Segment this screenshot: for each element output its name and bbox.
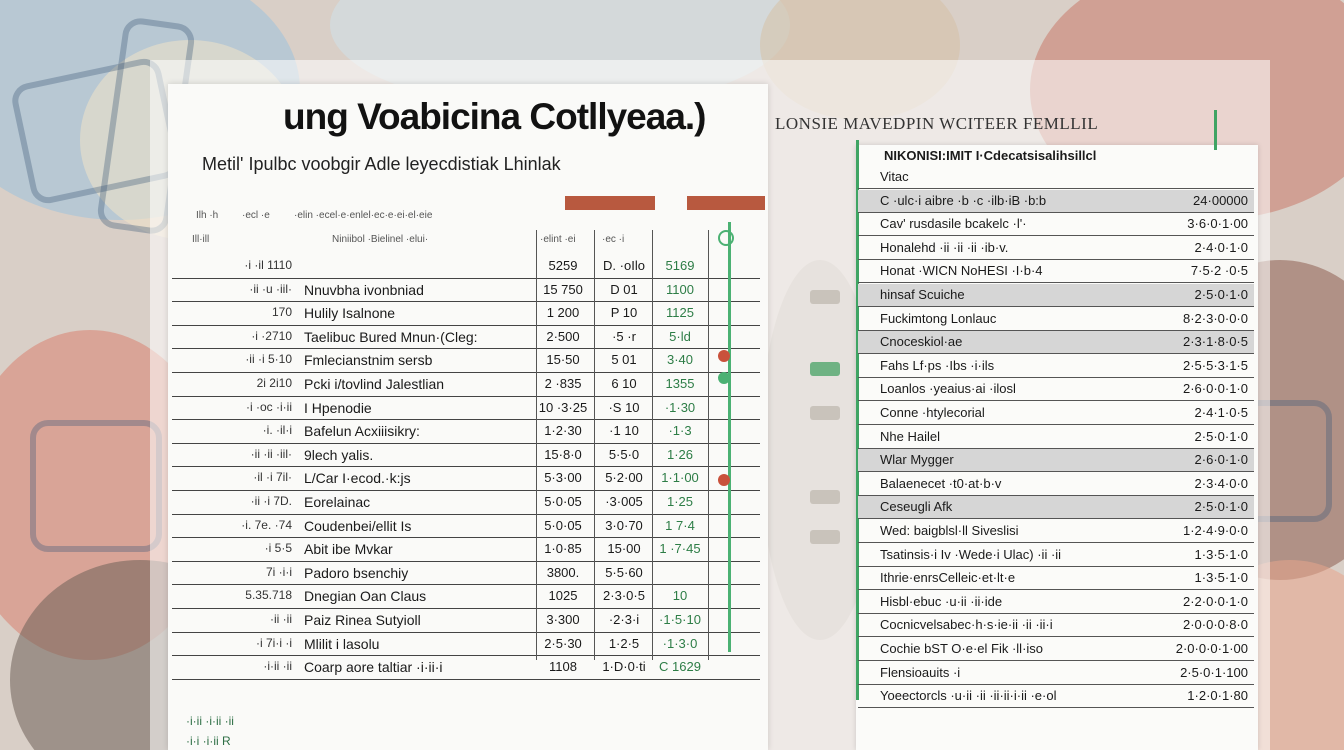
side-panel-value: 1·2·0·1·80 [1187,688,1248,704]
table-cell-v1: 5·3·00 [544,470,582,486]
table-cell-v3: 5·ld [669,328,691,344]
side-panel-label: Honat ·WICN NoHESI ·I·b·4 [880,263,1043,279]
table-cell-name: L/Car I·ecod.·k:js [304,470,411,487]
table-cell-v3: 3·40 [666,352,694,368]
table-cell-name: Abit ibe Mvkar [304,541,393,558]
table-cell-code: ·i ·oc ·i·ii [246,399,292,414]
table-cell-v3: ·1·30 [664,399,696,415]
side-panel-row [858,614,1254,637]
side-panel-row [858,378,1254,401]
table-cell-code: ·i ·il 1110 [244,258,292,272]
table-cell-code: ·i 7i·i ·i [256,635,292,650]
table-cell-v3: 1·25 [666,494,694,509]
side-panel-label: Honalehd ·ii ·ii ·ii ·ib·v. [880,239,1009,255]
stamp-mark [810,362,840,376]
table-cell-name: Eorelainac [304,494,371,510]
header-cell: ·elin ·ecel·e·enlel·ec·e·ei·el·eie [294,210,433,221]
side-panel-label: Cocnicvelsabec·h·s·ie·ii ·ii ·ii·i [880,617,1053,633]
stamp-mark [810,406,840,420]
side-panel-value: 2·5·5·3·1·5 [1182,357,1248,373]
table-cell-v1: 15·8·0 [544,446,582,462]
table-cell-v1: 10 ·3·25 [538,399,588,415]
side-panel-label: C ·ulc·i aibre ·b ·c ·ilb·iB ·b:b [880,192,1047,208]
side-panel-label: Loanlos ·yeaius·ai ·ilosl [880,381,1016,397]
top-right-caption: LONSIE MAVEDPIN WCITEER FEMLLIL [775,114,1099,133]
table-cell-v3: 1·26 [666,446,694,462]
table-cell-code: 5.35.718 [245,588,292,603]
side-panel-label: Fahs Lf·ps ·Ibs ·i·ils [880,357,995,373]
table-cell-v1: 5·0·05 [544,494,582,509]
side-panel-row [858,402,1254,425]
table-row [172,372,760,397]
side-panel-value: 2·5·0·1·0 [1194,428,1248,444]
table-row [172,443,760,468]
side-panel-row [858,237,1254,260]
table-cell-v2: ·3·005 [605,494,643,509]
table-cell-v3: 5169 [665,258,695,273]
table-cell-v3: 1355 [665,376,695,391]
side-panel-row [858,520,1254,543]
table-cell-name: Mlilit i lasolu [304,635,380,652]
table-cell-v2: 5·5·60 [605,564,643,580]
table-cell-code: 7i ·i·i [266,564,292,579]
table-cell-v2: 5·5·0 [608,446,640,462]
table-cell-v1: 1·0·85 [544,541,582,557]
table-cell-v2: 1·2·5 [608,635,640,651]
table-cell-v1: 5·0·05 [544,517,582,533]
side-panel-row [858,544,1254,567]
table-cell-code: ·ii ·u ·iil· [249,281,292,296]
table-row [172,301,760,326]
table-cell-code: ·i. 7e. ·74 [241,517,292,532]
side-panel-value: 8·2·3·0·0·0 [1182,310,1248,326]
side-panel-value: 2·2·0·0·1·0 [1182,593,1248,609]
table-cell-code: 2i 2i10 [256,376,292,390]
table-cell-name: Nnuvbha ivonbniad [304,281,424,298]
table-row [172,348,760,373]
header-cell: ·elint ·ei [540,234,576,245]
side-panel-row [858,355,1254,378]
header-cell: Niniibol ·Bielinel ·elui· [332,234,429,245]
side-panel-value: 2·0·0·0·8·0 [1182,617,1248,633]
table-cell-code: ·ii ·i 7D. [250,494,292,508]
table-cell-v1: 1·2·30 [544,423,582,439]
table-cell-v1: 3·300 [546,612,580,627]
table-cell-name: Padoro bsenchiy [304,564,409,581]
table-cell-name: Bafelun Acxiiisikry: [304,423,420,440]
table-cell-v2: P 10 [610,305,638,321]
table-row [172,325,760,350]
table-cell-name: Coarp aore taltiar ·i·ii·i [304,659,443,676]
side-panel-label: Fuckimtong Lonlauc [880,310,997,326]
document-title: ung Voabicina Cotllyeaa.) [283,96,706,137]
table-cell-code: 170 [271,305,292,320]
table-row [172,632,760,657]
table-cell-v1: 3800. [546,564,580,580]
table-cell-code: ·ii ·i 5·10 [245,352,292,367]
table-cell-v2: 1·D·0·ti [602,659,646,675]
table-cell-v3: 1·1·00 [661,470,699,486]
table-cell-v2: 5·2·00 [605,470,643,486]
side-panel-value: 2·3·1·8·0·5 [1182,334,1248,350]
table-row [172,278,760,303]
side-panel-row [858,685,1254,708]
circle-icon [718,230,734,246]
table-cell-name: Dnegian Oan Claus [304,588,427,605]
green-edge [1214,110,1217,150]
side-panel-value: 7·5·2 ·0·5 [1190,263,1248,279]
header-cell: Ilh ·h [196,210,219,221]
table-cell-code: ·i ·2710 [251,328,292,343]
side-panel-value: 2·0·0·0·1·00 [1175,641,1248,656]
stamp-mark [810,290,840,304]
table-cell-code: ·ii ·ii [270,612,292,626]
table-cell-v2: D 01 [610,281,638,297]
table-cell-v3: C 1629 [659,659,701,675]
table-cell-v3: 1 ·7·45 [659,541,701,557]
table-cell-v1: 2 ·835 [544,376,582,391]
column-divider [652,230,653,660]
column-divider [594,230,595,660]
table-cell-code: ·ii ·ii ·iil· [250,446,292,461]
side-panel-value: 2·5·0·1·100 [1180,664,1248,680]
table-cell-name: Taelibuc Bured Mnun·(Cleg: [304,328,478,345]
table-row [172,254,760,279]
table-row [172,490,760,515]
table-cell-v3: 1100 [666,281,694,297]
side-panel-label: Hisbl·ebuc ·u·ii ·ii·ide [880,593,1003,609]
side-panel-row [858,426,1254,449]
marker-icon [718,350,730,362]
side-panel-row [858,473,1254,496]
side-panel-label: hinsaf Scuiche [880,287,965,302]
table-cell-v3: ·1·5·10 [659,612,701,627]
side-panel-label: Cav' rusdasile bcakelc ·l'· [880,216,1027,232]
tab-accent [565,196,765,210]
side-panel-row [858,567,1254,590]
document-subtitle: Metil' Ipulbc voobgir Adle leyecdistiak Lhinlak [202,154,561,174]
table-row [172,537,760,562]
table-row [172,514,760,539]
table-cell-name: I Hpenodie [304,399,372,416]
table-cell-v3: 10 [672,588,688,604]
marker-icon [718,474,730,486]
table-row [172,584,760,609]
side-panel-value: 3·6·0·1·00 [1187,216,1248,232]
table-cell-v1: 5259 [548,258,578,273]
stamp-column [796,230,856,650]
side-panel-row [858,496,1254,519]
side-panel-row [858,190,1254,213]
header-cell: Ill·ill [192,234,210,245]
table-cell-code: ·i. ·il·i [262,423,292,438]
table-cell-v1: 2·5·30 [544,635,582,651]
side-panel-label: Tsatinsis·i Iv ·Wede·i Ulac) ·ii ·ii [880,546,1062,562]
side-panel-label: Yoeectorcls ·u·ii ·ii ·ii·ii·i·ii ·e·ol [880,688,1057,704]
side-panel-label: Wed: baigblsl·ll Siveslisi [880,523,1019,538]
table-cell-v2: 6 10 [611,376,637,391]
side-panel-value: 2·5·0·1·0 [1194,499,1248,515]
table-cell-name: Hulily Isalnone [304,305,396,322]
table-cell-v2: ·2·3·i [608,612,640,627]
table-row [172,608,760,633]
side-panel-label: Vitac [880,169,909,184]
side-panel-value: 24·00000 [1193,192,1248,208]
side-panel-label: Conne ·htylecorial [880,405,985,420]
table-cell-code: ·il ·i 7il· [253,470,292,485]
table-cell-v3: 1 7·4 [665,517,695,533]
table-cell-name: Paiz Rinea Sutyioll [304,612,421,628]
table-cell-name: Coudenbei/ellit Is [304,517,412,534]
side-panel-row [858,213,1254,236]
side-panel-value: 2·4·0·1·0 [1194,239,1248,255]
green-side-strip [712,222,752,652]
side-panel-row [858,331,1254,354]
table-row [172,466,760,491]
table-cell-v2: ·1 10 [609,423,639,439]
table-cell-name: 9lech yalis. [304,446,374,463]
table-row [172,561,760,586]
table-cell-v2: 2·3·0·5 [603,588,645,604]
marker-icon [718,372,730,384]
table-cell-v2: ·5 ·r [612,328,636,344]
table-cell-v2: 5 01 [611,352,637,368]
side-panel-label: Cnoceskiol·ae [880,334,963,350]
table-cell-v3: 1125 [666,305,694,321]
side-panel-row [858,591,1254,614]
side-panel-label: Wlar Mygger [880,452,954,468]
table-cell-v2: 15·00 [607,541,641,557]
table-cell-code: ·i 5·5 [264,541,292,556]
side-panel-row [858,662,1254,685]
table-cell-name: Fmlecianstnim sersb [304,352,433,369]
side-panel-heading: NIKONISI:IMIT I·Cdecatsisalihsillcl [884,148,1097,163]
side-panel-value: 2·3·4·0·0 [1194,475,1248,491]
side-panel-value: 2·6·0·0·1·0 [1182,381,1248,397]
header-cell: ·ecl ·e [242,210,270,221]
table-row [172,655,760,680]
side-panel-value: 1·2·4·9·0·0 [1182,523,1248,538]
table-cell-v3: ·1·3·0 [662,635,698,651]
footnote: ·i·i ·i·ii R [186,734,231,748]
side-panel-value: 2·4·1·0·5 [1194,405,1248,420]
table-cell-v1: 1108 [549,659,577,675]
table-cell-v3: ·1·3 [668,423,692,439]
table-cell-v1: 1025 [548,588,578,604]
table-cell-v1: 2·500 [546,328,580,344]
side-panel-row [858,166,1254,189]
table-cell-v1: 15·50 [546,352,580,368]
side-panel-value: 2·5·0·1·0 [1194,287,1248,302]
side-panel-label: Cochie bST O·e·el Fik ·ll·iso [880,641,1044,656]
table-cell-v1: 1 200 [546,305,580,321]
table-row [172,419,760,444]
column-divider [708,230,709,660]
table-cell-v2: ·S 10 [608,399,640,415]
side-panel-row [858,449,1254,472]
footnote: ·i·ii ·i·ii ·ii [186,714,234,728]
table-cell-v2: D. ·oIlo [603,258,645,273]
side-panel-label: Flensioauits ·i [880,664,961,680]
side-panel-row [858,308,1254,331]
stamp-mark [810,490,840,504]
header-cell: ·ec ·i [602,234,625,245]
side-panel-label: Nhe Hailel [880,428,940,444]
table-cell-code: ·i·ii ·ii [263,659,292,674]
side-panel-value: 1·3·5·1·0 [1194,570,1248,586]
column-divider [536,230,537,660]
table-cell-v2: 3·0·70 [605,517,643,533]
side-panel-label: Ithrie·enrsCelleic·et·lt·e [880,570,1016,586]
table-cell-name: Pcki i/tovlind Jalestlian [304,376,445,392]
side-panel-label: Ceseugli Afk [880,499,953,515]
side-panel-value: 2·6·0·1·0 [1194,452,1248,468]
side-panel-row [858,260,1254,283]
side-panel-row [858,638,1254,661]
side-panel-label: Balaenecet ·t0·at·b·v [880,475,1002,491]
table-row [172,396,760,421]
side-panel-row [858,284,1254,307]
stamp-mark [810,530,840,544]
side-panel-value: 1·3·5·1·0 [1194,546,1248,562]
table-cell-v1: 15 750 [543,281,583,297]
